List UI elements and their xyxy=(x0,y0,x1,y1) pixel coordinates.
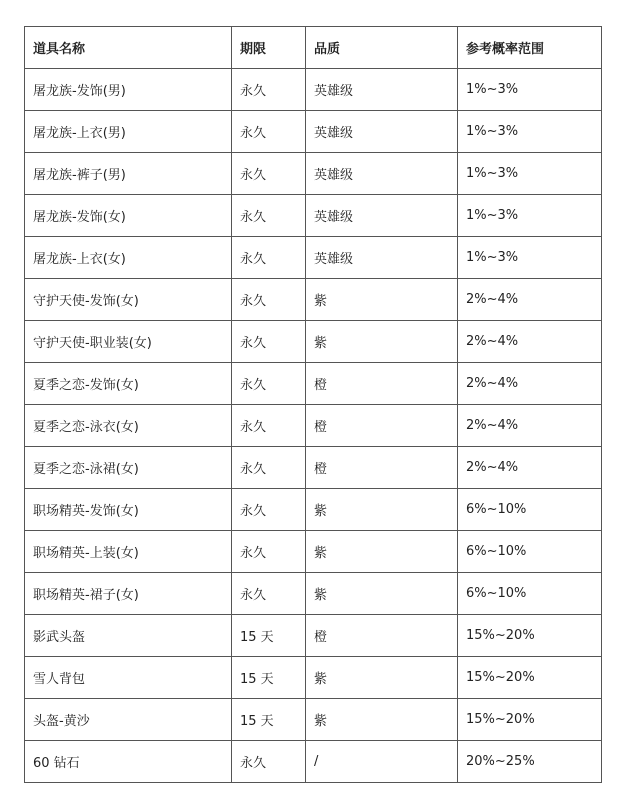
cell-duration: 永久 xyxy=(232,153,306,195)
cell-duration: 永久 xyxy=(232,69,306,111)
cell-duration: 永久 xyxy=(232,573,306,615)
cell-item-name: 屠龙族-上衣(男) xyxy=(25,111,232,153)
cell-quality: 紫 xyxy=(306,573,458,615)
cell-item-name: 职场精英-上装(女) xyxy=(25,531,232,573)
cell-item-name: 屠龙族-发饰(女) xyxy=(25,195,232,237)
cell-item-name: 职场精英-裙子(女) xyxy=(25,573,232,615)
table-row xyxy=(25,573,602,615)
cell-duration: 永久 xyxy=(232,363,306,405)
cell-duration: 15 天 xyxy=(232,615,306,657)
cell-quality: / xyxy=(306,741,458,783)
table-row xyxy=(25,405,602,447)
cell-item-name: 夏季之恋-泳衣(女) xyxy=(25,405,232,447)
cell-item-name: 雪人背包 xyxy=(25,657,232,699)
cell-quality: 紫 xyxy=(306,699,458,741)
cell-duration: 永久 xyxy=(232,279,306,321)
cell-probability-range: 2%~4% xyxy=(458,447,602,489)
table-row xyxy=(25,699,602,741)
cell-quality: 紫 xyxy=(306,657,458,699)
cell-probability-range: 2%~4% xyxy=(458,405,602,447)
cell-probability-range: 1%~3% xyxy=(458,237,602,279)
header-probability-range: 参考概率范围 xyxy=(458,27,602,69)
cell-quality: 紫 xyxy=(306,531,458,573)
cell-item-name: 屠龙族-裤子(男) xyxy=(25,153,232,195)
table-row xyxy=(25,531,602,573)
cell-item-name: 职场精英-发饰(女) xyxy=(25,489,232,531)
table-row xyxy=(25,489,602,531)
cell-probability-range: 1%~3% xyxy=(458,153,602,195)
cell-duration: 永久 xyxy=(232,489,306,531)
cell-duration: 永久 xyxy=(232,195,306,237)
item-probability-table xyxy=(24,26,602,783)
cell-probability-range: 20%~25% xyxy=(458,741,602,783)
table-header xyxy=(25,27,602,69)
table-row xyxy=(25,237,602,279)
cell-probability-range: 1%~3% xyxy=(458,195,602,237)
table-row xyxy=(25,741,602,783)
cell-item-name: 守护天使-职业装(女) xyxy=(25,321,232,363)
table-row xyxy=(25,321,602,363)
table-row xyxy=(25,111,602,153)
cell-quality: 英雄级 xyxy=(306,153,458,195)
cell-quality: 橙 xyxy=(306,615,458,657)
cell-probability-range: 2%~4% xyxy=(458,321,602,363)
header-row xyxy=(25,27,602,69)
header-item-name: 道具名称 xyxy=(25,27,232,69)
cell-duration: 永久 xyxy=(232,321,306,363)
cell-probability-range: 1%~3% xyxy=(458,69,602,111)
cell-quality: 橙 xyxy=(306,405,458,447)
cell-duration: 15 天 xyxy=(232,657,306,699)
cell-item-name: 屠龙族-发饰(男) xyxy=(25,69,232,111)
cell-quality: 紫 xyxy=(306,489,458,531)
cell-probability-range: 15%~20% xyxy=(458,699,602,741)
cell-probability-range: 2%~4% xyxy=(458,363,602,405)
cell-duration: 15 天 xyxy=(232,699,306,741)
table-row xyxy=(25,615,602,657)
header-quality: 品质 xyxy=(306,27,458,69)
cell-probability-range: 15%~20% xyxy=(458,615,602,657)
cell-item-name: 屠龙族-上衣(女) xyxy=(25,237,232,279)
cell-item-name: 影武头盔 xyxy=(25,615,232,657)
cell-quality: 英雄级 xyxy=(306,195,458,237)
cell-duration: 永久 xyxy=(232,237,306,279)
cell-quality: 英雄级 xyxy=(306,111,458,153)
cell-item-name: 守护天使-发饰(女) xyxy=(25,279,232,321)
cell-quality: 英雄级 xyxy=(306,69,458,111)
table-row xyxy=(25,195,602,237)
table-row xyxy=(25,657,602,699)
cell-probability-range: 6%~10% xyxy=(458,489,602,531)
cell-item-name: 头盔-黄沙 xyxy=(25,699,232,741)
cell-duration: 永久 xyxy=(232,741,306,783)
table-row xyxy=(25,69,602,111)
cell-item-name: 60 钻石 xyxy=(25,741,232,783)
cell-quality: 英雄级 xyxy=(306,237,458,279)
cell-quality: 紫 xyxy=(306,321,458,363)
cell-duration: 永久 xyxy=(232,405,306,447)
cell-probability-range: 6%~10% xyxy=(458,531,602,573)
table-row xyxy=(25,447,602,489)
cell-quality: 橙 xyxy=(306,363,458,405)
cell-duration: 永久 xyxy=(232,531,306,573)
cell-item-name: 夏季之恋-发饰(女) xyxy=(25,363,232,405)
cell-probability-range: 15%~20% xyxy=(458,657,602,699)
cell-probability-range: 1%~3% xyxy=(458,111,602,153)
table-row xyxy=(25,153,602,195)
cell-probability-range: 2%~4% xyxy=(458,279,602,321)
cell-duration: 永久 xyxy=(232,111,306,153)
header-duration: 期限 xyxy=(232,27,306,69)
table-row xyxy=(25,279,602,321)
table-row xyxy=(25,363,602,405)
cell-item-name: 夏季之恋-泳裙(女) xyxy=(25,447,232,489)
table-body xyxy=(25,69,602,783)
cell-quality: 紫 xyxy=(306,279,458,321)
cell-probability-range: 6%~10% xyxy=(458,573,602,615)
cell-duration: 永久 xyxy=(232,447,306,489)
cell-quality: 橙 xyxy=(306,447,458,489)
